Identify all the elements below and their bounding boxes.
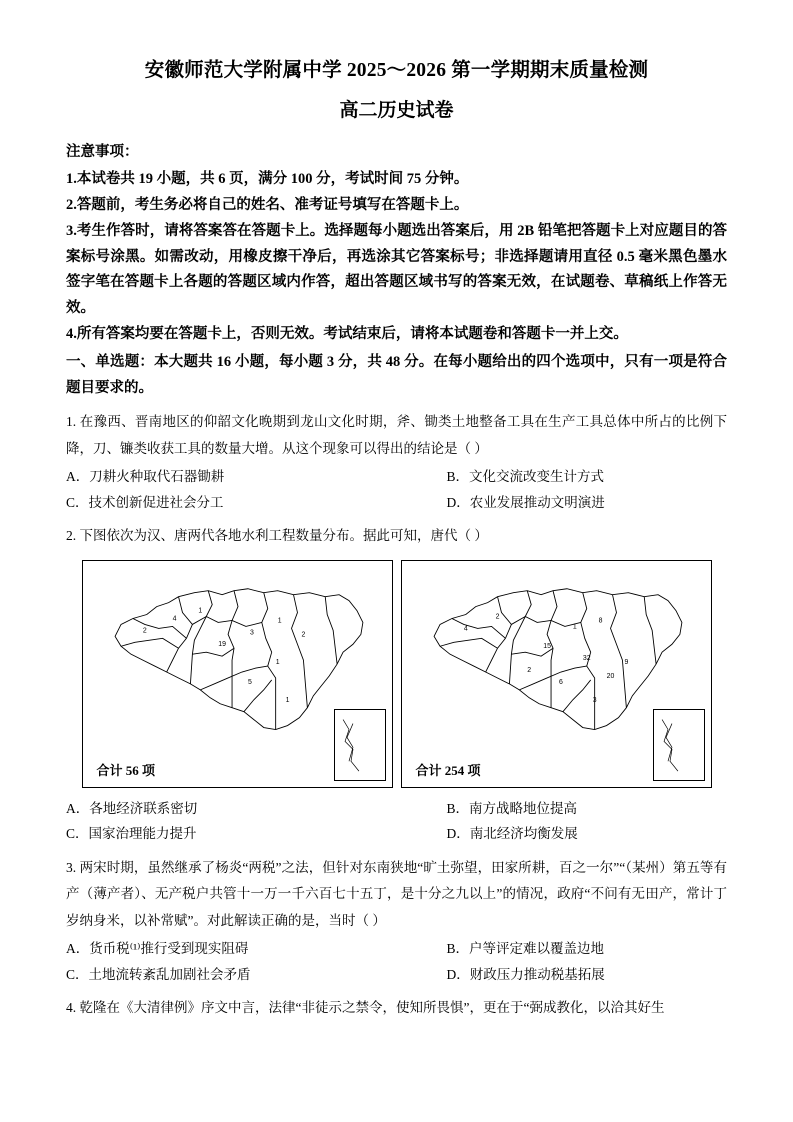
page-subtitle: 高二历史试卷 [339,100,454,122]
map-label: 4 [172,615,176,623]
map-label: 32 [582,654,591,662]
map-label: 2 [495,613,499,621]
map-label: 8 [598,617,603,625]
option-1-b: B．文化交流改变生计方式 [446,469,605,485]
question-stem-2 [66,523,727,549]
map-label: 1 [197,607,202,615]
question-number-2: 2. [66,528,77,544]
map-label: 9 [623,658,628,666]
map-han-dynasty [82,560,393,788]
map-label: 20 [606,672,614,680]
map-label: 2 [300,630,305,638]
option-2-d: D．南北经济均衡发展 [446,826,578,842]
question-number-1: 1. [66,414,77,430]
notice-item: 2.答题前，考生务必将自己的姓名、准考证号填写在答题卡上。 [66,197,469,214]
question-options-2 [66,796,727,847]
section-one-heading: 一、单选题：本大题共 16 小题，每小题 3 分，共 48 分。在每小题给出的四个选项中，只有一项是符合题目要求的。 [66,353,727,396]
option-3-a: A．货币税⁽¹⁾推行受到现实阻碍 [66,940,249,956]
figure-water-conservancy-maps [66,560,727,788]
option-2-a: A．各地经济联系密切 [66,800,198,816]
option-1-d: D．农业发展推动文明演进 [446,494,605,510]
option-2-c: C．国家治理能力提升 [66,826,197,842]
question-number-4: 4. [66,1000,77,1016]
page-title: 安徽师范大学附属中学 2025～2026 第一学期期末质量检测 [144,60,649,81]
notice-item: 3.考生作答时，请将答案答在答题卡上。选择题每小题选出答案后，用 2B 铅笔把答题卡上对应题目的答案标号涂黑。如需改动，用橡皮擦干净后，再选涂其它答案标号；非选择题请用直径 0.5 毫米黑色墨水签字笔在答题卡上各题的答题区域内作答，超出答题区域书写的答案无效，在试题卷、草稿纸上作答无效。 [66,222,727,317]
map-label: 3 [592,696,597,704]
option-3-d: D．财政压力推动税基拓展 [446,966,605,982]
map-label: 3 [249,628,254,636]
map-label: 5 [247,678,252,686]
map-label: 1 [275,658,280,666]
notice-heading: 注意事项： [66,144,139,161]
option-1-c: C．技术创新促进社会分工 [66,494,224,510]
notice-item: 4.所有答案均要在答题卡上，否则无效。考试结束后，请将本试题卷和答题卡一并上交。 [66,326,628,343]
map-inset-box-han [334,709,386,781]
option-3-b: B．户等评定难以覆盖边地 [446,940,605,956]
question-text-3: 两宋时期，虽然继承了杨炎“两税”之法，但针对东南狭地“旷土弥望，田家所耕，百之一尔”“（某州）第五等有产（薄产者）、无产税户共管十一万一千六百七十五丁，是十分之九以上”的情况，政府“不问有无田产，常计丁岁纳身米，以补常赋”。对此解读正确的是，当时（ ） [66,859,728,928]
map-label: 2 [526,666,531,674]
map-label: 6 [558,678,563,686]
question-stem-3 [66,855,727,934]
map-total-han: 合计 56 项 [95,760,158,779]
map-label: 4 [463,625,468,633]
map-label: 1 [277,617,282,625]
option-3-c: C．土地流转紊乱加剧社会矛盾 [66,966,251,982]
map-label: 1 [572,623,577,631]
question-stem-4 [66,995,727,1021]
question-options-1 [66,464,727,515]
map-inset-box-tang [653,709,705,781]
map-label: 2 [142,627,147,635]
question-text-2: 下图依次为汉、唐两代各地水利工程数量分布。据此可知，唐代（ ） [79,528,488,544]
option-2-b: B．南方战略地位提高 [446,800,578,816]
map-label: 15 [542,642,551,650]
question-text-1: 在豫西、晋南地区的仰韶文化晚期到龙山文化时期，斧、锄类土地整备工具在生产工具总体中所占的比例下降，刀、镰类收获工具的数量大增。从这个现象可以得出的结论是（ ） [66,414,728,456]
notice-item: 1.本试卷共 19 小题，共 6 页，满分 100 分，考试时间 75 分钟。 [66,171,469,188]
map-total-tang: 合计 254 项 [414,760,483,779]
option-1-a: A．刀耕火种取代石器锄耕 [66,469,225,485]
question-stem-1 [66,409,727,462]
map-label: 1 [285,696,289,704]
map-tang-dynasty [401,560,712,788]
question-text-4: 乾隆在《大清律例》序文中言，法律“非徒示之禁令，使知所畏惧”，更在于“弼成教化，以洽其好生 [79,1000,665,1016]
map-label: 19 [217,640,226,648]
question-number-3: 3. [66,859,77,875]
question-options-3 [66,936,727,987]
